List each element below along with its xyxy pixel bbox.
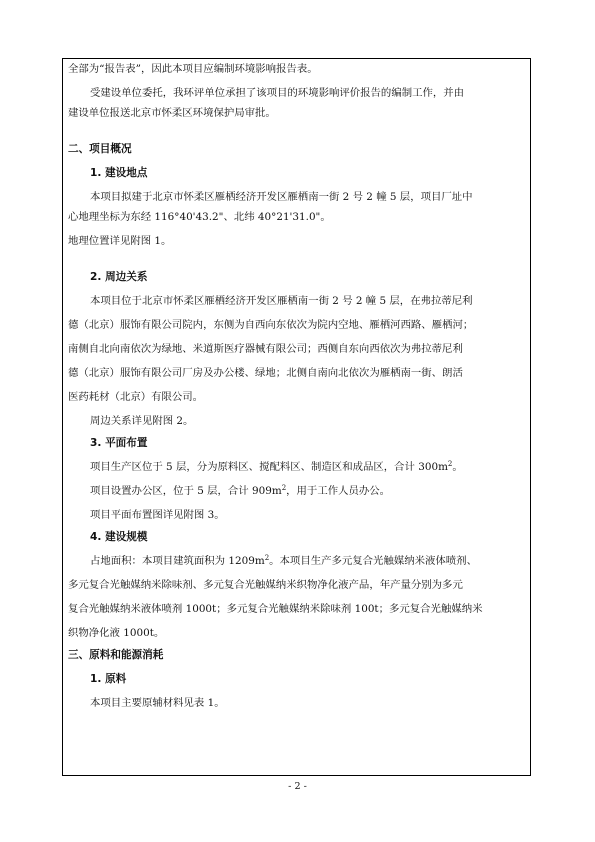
text-line: 全部为“报告表”，因此本项目应编制环境影响报告表。 (68, 63, 318, 75)
text-line: 织物净化液 1000t。 (68, 627, 165, 639)
text-segment: 项目生产区位于 5 层，分为原料区、搅配料区、制造区和成品区，合计 300m (90, 461, 448, 473)
text-line: 受建设单位委托，我环评单位承担了该项目的环境影响评价报告的编制工作，并由 (90, 87, 465, 99)
section-heading: 三、原料和能源消耗 (68, 649, 164, 661)
subsection-heading: 1. 原料 (90, 673, 127, 685)
text-line: 南侧自北向南依次为绿地、米道斯医疗器械有限公司；西侧自东向西依次为弗拉蒂尼利 (68, 343, 463, 355)
text-line (90, 460, 463, 474)
section-heading: 二、项目概况 (68, 143, 132, 155)
text-line: 地理位置详见附图 1。 (68, 235, 172, 247)
text-segment: 。本项目生产多元复合光触媒纳米液体喷剂、 (269, 555, 477, 567)
text-line (90, 554, 477, 568)
superscript: 2 (447, 460, 453, 468)
text-segment: ，用于工作人员办公。 (286, 485, 391, 497)
text-line: 德（北京）服饰有限公司院内，东侧为自西向东依次为院内空地、雁栖河西路、雁栖河； (68, 319, 474, 331)
text-line: 本项目拟建于北京市怀柔区雁栖经济开发区雁栖南一街 2 号 2 幢 5 层，项目厂址中 (90, 191, 473, 203)
text-segment: 。 (452, 461, 463, 473)
text-line: 本项目位于北京市怀柔区雁栖经济开发区雁栖南一街 2 号 2 幢 5 层，在弗拉蒂尼利 (90, 295, 473, 307)
text-line: 多元复合光触媒纳米除味剂、多元复合光触媒纳米织物净化液产品，年产量分别为多元 (68, 579, 463, 591)
subsection-heading: 4. 建设规模 (90, 531, 148, 543)
text-segment: 占地面积：本项目建筑面积为 1209m (90, 555, 265, 567)
text-line: 建设单位报送北京市怀柔区环境保护局审批。 (68, 107, 276, 119)
subsection-heading: 2. 周边关系 (90, 271, 148, 283)
text-line: 周边关系详见附图 2。 (90, 415, 194, 427)
text-segment: 项目设置办公区，位于 5 层，合计 909m (90, 485, 282, 497)
text-line: 心地理坐标为东经 116°40'43.2"、北纬 40°21'31.0"。 (68, 211, 331, 223)
text-line (90, 484, 390, 498)
subsection-heading: 3. 平面布置 (90, 437, 148, 449)
superscript: 2 (281, 484, 287, 492)
text-line: 复合光触媒纳米液体喷剂 1000t；多元复合光触媒纳米除味剂 100t；多元复合光触媒纳米 (68, 603, 483, 615)
subsection-heading: 1. 建设地点 (90, 167, 148, 179)
text-line: 德（北京）服饰有限公司厂房及办公楼、绿地；北侧自南向北依次为雁栖南一街、朗活 (68, 367, 463, 379)
text-line: 医药耗材（北京）有限公司。 (68, 391, 204, 403)
text-line: 本项目主要原辅材料见表 1。 (90, 697, 225, 709)
superscript: 2 (264, 554, 270, 562)
page-number: - 2 - (288, 781, 307, 792)
text-line: 项目平面布置图详见附图 3。 (90, 509, 225, 521)
